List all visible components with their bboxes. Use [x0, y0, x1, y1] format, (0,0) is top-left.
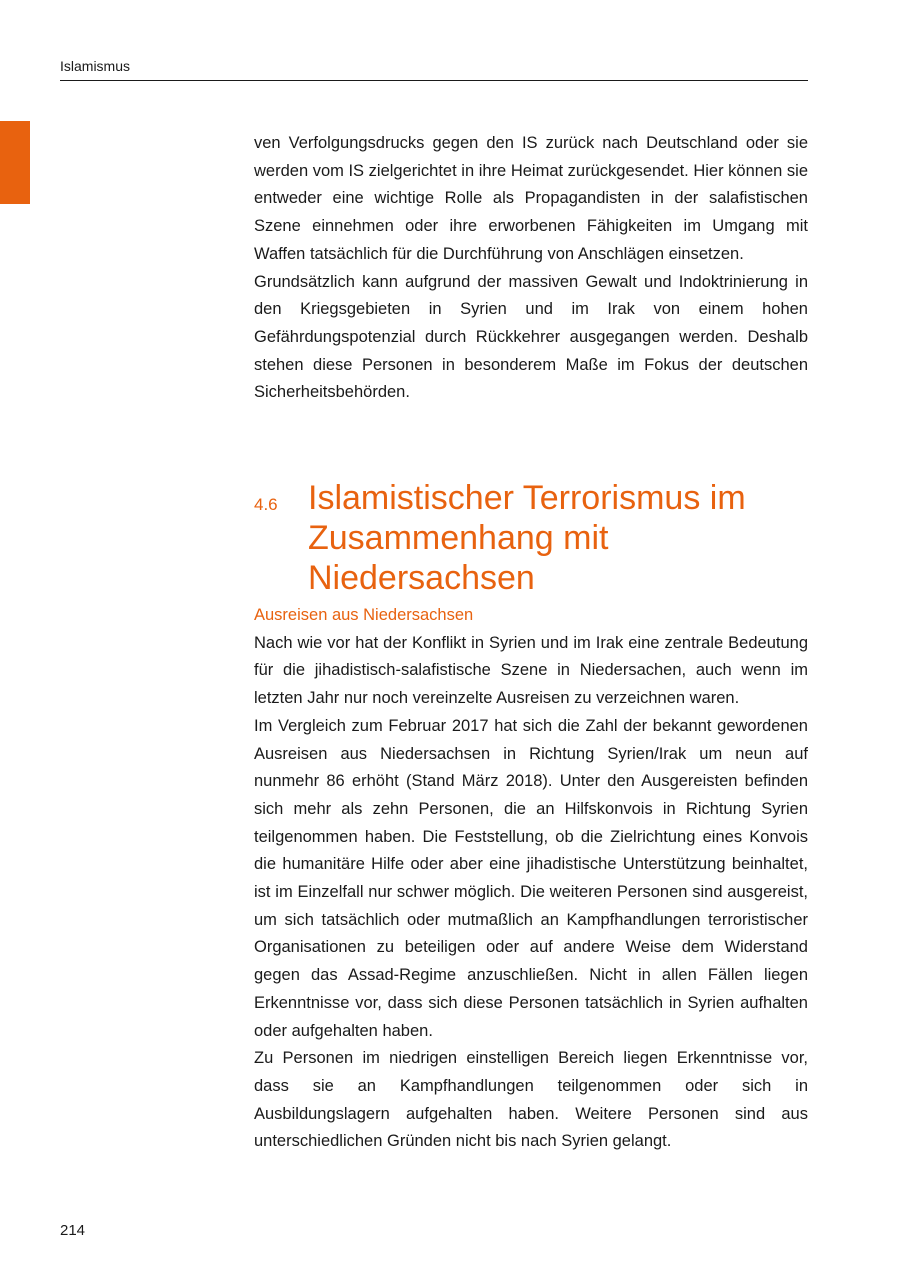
section-title: Islamistischer Terrorismus im Zusammenhang mit Niedersachsen	[308, 479, 746, 597]
paragraph: Nach wie vor hat der Konflikt in Syrien und im Irak eine zentrale Bedeutung für die jihadistisch-salafistische Szene in Niedersachen, auch wenn im letzten Jahr nur noch vereinzelte Ausreisen zu verzeichnen waren.	[254, 633, 808, 708]
page-number: 214	[60, 1222, 86, 1239]
paragraph: Zu Personen im niedrigen einstelligen Bereich liegen Erkenntnisse vor, dass sie an Kampfhandlungen teilgenommen oder sich in Ausbildungslagern aufgehalten haben. Weitere Personen sind aus unterschiedlichen Gründen nicht bis nach Syrien gelangt.	[254, 1049, 808, 1151]
paragraph: Grundsätzlich kann aufgrund der massiven Gewalt und Indoktrinierung in den Kriegsgebieten in Syrien und im Irak von einem hohen Gefährdungspotenzial durch Rückkehrer ausgegangen werden. Deshalb stehen diese Personen in besonderem Maße im Fokus der deutschen Sicherheitsbehörden.	[254, 272, 808, 402]
chapter-edge-tab	[0, 121, 30, 204]
paragraph: ven Verfolgungsdrucks gegen den IS zurück nach Deutschland oder sie werden vom IS zielgerichtet in ihre Heimat zurückgesendet. Hier können sie entweder eine wichtige Rolle als Propagandisten in der salafistischen Szene einnehmen oder ihre erworbenen Fähigkeiten im Umgang mit Waffen tatsächlich für die Durchführung von Anschlägen einsetzen.	[254, 134, 808, 263]
section-number: 4.6	[254, 495, 278, 514]
header-rule	[60, 80, 808, 81]
subheading: Ausreisen aus Niedersachsen	[254, 606, 474, 624]
paragraph: Im Vergleich zum Februar 2017 hat sich die Zahl der bekannt gewordenen Ausreisen aus Niedersachsen in Richtung Syrien/Irak um neun auf nunmehr 86 erhöht (Stand März 2018). Unter den Ausgereisten befinden sich mehr als zehn Personen, die an Hilfskonvois in Richtung Syrien teilgenommen haben. Die Feststellung, ob die Zielrichtung eines Konvois die humanitäre Hilfe oder aber eine jihadistische Unterstützung beinhaltet, ist im Einzelfall nur schwer möglich. Die weiteren Personen sind ausgereist, um sich tatsächlich oder mutmaßlich an Kampfhandlungen terroristischer Organisationen zu beteiligen oder auf andere Weise dem Widerstand gegen das Assad-Regime anzuschließen. Nicht in allen Fällen liegen Erkenntnisse vor, dass sich diese Personen tatsächlich in Syrien aufhalten oder aufgehalten haben.	[254, 716, 808, 1040]
body-text-bottom	[254, 602, 808, 1156]
body-text-top	[254, 130, 808, 407]
running-header: Islamismus	[60, 58, 131, 74]
